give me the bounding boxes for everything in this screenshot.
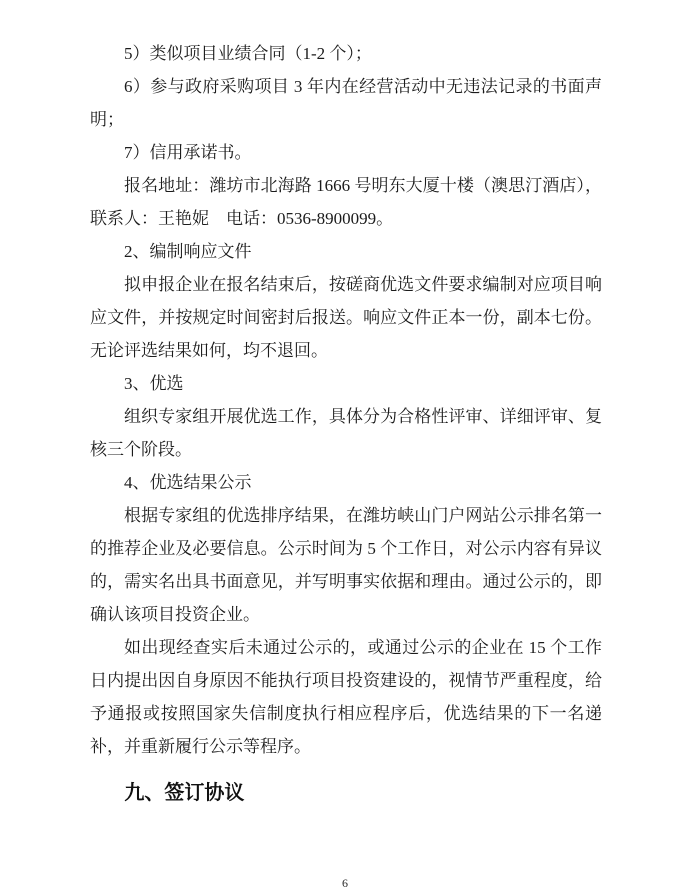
paragraph-section-2-title: 2、编制响应文件 [124,242,252,261]
paragraph-section-4-body: 根据专家组的优选排序结果，在潍坊峡山门户网站公示排名第一的推荐企业及必要信息。公示时间为 5 个工作日，对公示内容有异议的，需实名出具书面意见，并写明事实依据和理由。通过公示的，即确认该项目投资企业。 [90,506,602,624]
section-heading-9: 九、签订协议 [124,782,245,804]
document-body [90,37,602,810]
paragraph-section-3-title: 3、优选 [124,374,184,393]
paragraph-section-4-body-2: 如出现经查实后未通过公示的，或通过公示的企业在 15 个工作日内提出因自身原因不能执行项目投资建设的，视情节严重程度，给予通报或按照国家失信制度执行相应程序后，优选结果的下一名递补，并重新履行公示等程序。 [90,638,602,756]
paragraph-registration-address: 报名地址：潍坊市北海路 1666 号明东大厦十楼（澳思汀酒店），联系人：王艳妮 电话：0536-8900099。 [90,176,602,228]
paragraph-item-5: 5）类似项目业绩合同（1-2 个）； [124,44,372,63]
paragraph-section-4-title: 4、优选结果公示 [124,473,252,492]
paragraph-item-7: 7）信用承诺书。 [124,143,252,162]
paragraph-item-6: 6）参与政府采购项目 3 年内在经营活动中无违法记录的书面声明； [90,77,602,129]
paragraph-section-2-body: 拟申报企业在报名结束后，按磋商优选文件要求编制对应项目响应文件，并按规定时间密封后报送。响应文件正本一份，副本七份。无论评选结果如何，均不退回。 [90,275,602,360]
paragraph-section-3-body: 组织专家组开展优选工作，具体分为合格性评审、详细评审、复核三个阶段。 [90,407,602,459]
page-number: 6 [342,876,348,890]
